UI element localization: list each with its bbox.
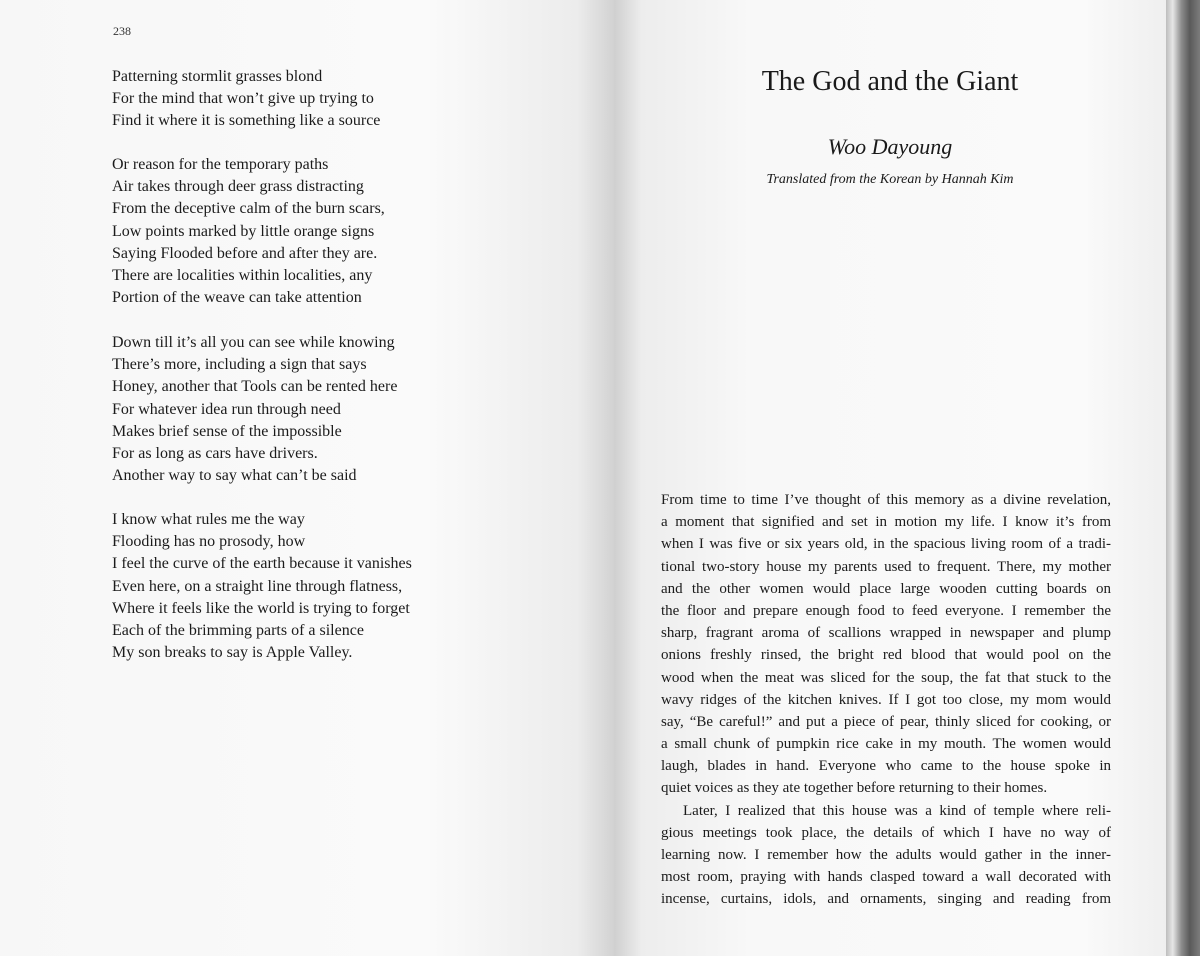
poem-line: Down till it’s all you can see while knowing [112,334,395,351]
poem-line: For whatever idea run through need [112,400,341,418]
poem-stanza [112,66,380,133]
poem-line: Flooding has no prosody, how [112,533,306,551]
story-title: The God and the Giant [761,66,1019,97]
story-text [661,489,1111,911]
prose-line: say, “Be careful!” and put a piece of pear, thinly sliced for cooking, or [661,713,1111,730]
poem-line: There are localities within localities, any [112,266,373,284]
poem-line: Saying Flooded before and after they are. [112,244,378,262]
prose-line: gious meetings took place, the details of which I have no way of [661,824,1111,841]
prose-line: tional two-story house my parents used to frequent. There, my mother [661,558,1111,575]
prose-line: From time to time I’ve thought of this memory as a divine revelation, [661,492,1111,508]
prose-line: when I was five or six years old, in the spacious living room of a tradi- [661,536,1111,553]
poem-line: Where it feels like the world is trying to forget [112,599,410,617]
poem-line: Or reason for the temporary paths [112,156,329,173]
poem-line: For the mind that won’t give up trying to [112,90,374,108]
poem-line: Find it where it is something like a source [112,112,381,130]
poem-line: For as long as cars have drivers. [112,444,318,462]
author-name: Woo Dayoung [827,134,953,159]
poem-line: Honey, another that Tools can be rented here [112,378,398,396]
poem-line: Low points marked by little orange signs [112,222,375,240]
prose-line: learning now. I remember how the adults would gather in the inner- [661,847,1111,863]
prose-line: and the other women would place large wooden cutting boards on [661,580,1111,597]
poem-line: Portion of the weave can take attention [112,289,362,307]
prose-line: wood when the meat was sliced for the soup, the fat that stuck to the [661,669,1111,686]
prose-line: quiet voices as they ate together before returning to their homes. [661,780,1048,797]
poem-line: From the deceptive calm of the burn scars, [112,200,385,218]
translator-credit: Translated from the Korean by Hannah Kim [766,172,1014,187]
prose-line: laugh, blades in hand. Everyone who came to the house spoke in [661,758,1111,775]
prose-line: Later, I realized that this house was a kind of temple where reli- [683,802,1111,819]
poem-stanza [112,154,385,309]
poem-line: There’s more, including a sign that says [112,356,367,374]
page-number: 238 [113,24,131,38]
poem-line: Another way to say what can’t be said [112,467,357,485]
poem-line: My son breaks to say is Apple Valley. [112,644,353,662]
page-edge [1166,0,1200,956]
prose-line: a moment that signified and set in motion my life. I know it’s from [661,514,1111,531]
poem-line: Patterning stormlit grasses blond [112,68,323,85]
prose-line: onions freshly rinsed, the bright red blood that would pool on the [661,647,1111,664]
poem-stanza [112,509,412,664]
prose-line: wavy ridges of the kitchen knives. If I got too close, my mom would [661,691,1111,708]
prose-line: most room, praying with hands clasped toward a wall decorated with [661,869,1111,886]
prose-line: the floor and prepare enough food to feed everyone. I remember the [661,602,1111,619]
prose-line: a small chunk of pumpkin rice cake in my mouth. The women would [661,736,1111,753]
poem-line: Air takes through deer grass distracting [112,178,364,196]
poem-line: I feel the curve of the earth because it vanishes [112,555,412,573]
poem-line: Even here, on a straight line through flatness, [112,577,403,595]
poem-line: Each of the brimming parts of a silence [112,621,364,639]
poem-line: I know what rules me the way [112,511,305,528]
poem-stanza [112,332,397,487]
prose-line: incense, curtains, idols, and ornaments, singing and reading from [661,891,1111,908]
poem-line: Makes brief sense of the impossible [112,422,342,440]
prose-line: sharp, fragrant aroma of scallions wrapped in newspaper and plump [661,625,1111,642]
